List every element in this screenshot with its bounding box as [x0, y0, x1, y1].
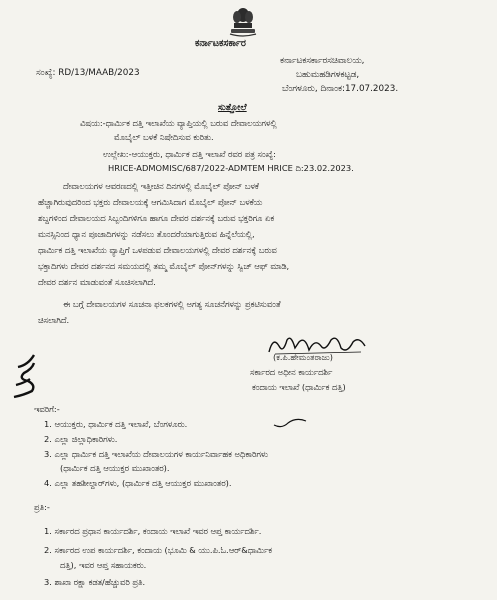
copy-item-1: 1. ಸರ್ಕಾರದ ಪ್ರಧಾನ ಕಾರ್ಯದರ್ಶಿ, ಕಂದಾಯ ಇಲಾಖೆ ಇವರ ಆಪ್ತ ಕಾರ್ಯದರ್ಶಿ. [44, 526, 262, 536]
subject-line-2: ಮೊಬೈಲ್ ಬಳಕೆ ನಿಷೇದಿಸುವ ಕುರಿತು. [114, 132, 214, 142]
to-heading: ಇವರಿಗೆ:- [34, 404, 60, 414]
to-item-1: 1. ಆಯುಕ್ತರು, ಧಾರ್ಮಿಕ ದತ್ತಿ ಇಲಾಖೆ, ಬೆಂಗಳೂರು. [44, 419, 188, 429]
body-p1-line-2: ಹೆಚ್ಚಾಗಿರುವುದರಿಂದ ಭಕ್ತರು ದೇವಾಲಯಕ್ಕೆ ಆಗಮಿಸಿದಾಗ ಮೊಬೈಲ್ ಪೋನ್ ಬಳಕೆಯ [38, 197, 263, 207]
body-p1-line-5: ಧಾರ್ಮಿಕ ದತ್ತಿ ಇಲಾಖೆಯ ವ್ಯಾಪ್ತಿಗೆ ಒಳಪಡುವ ದೇವಾಲಯಗಳಲ್ಲಿ ದೇವರ ದರ್ಶನಕ್ಕೆ ಬರುವ [38, 245, 277, 255]
reference-line-2: HRICE-ADMOMISC/687/2022-ADMTEM HRICE ದಿ:23.02.2023. [108, 163, 354, 173]
body-p2-line-2: ಚಿಸಲಾಗಿದೆ. [38, 315, 70, 325]
reference-line-1: ಉಲ್ಲೇಖ:-ಆಯುಕ್ತರು, ಧಾರ್ಮಿಕ ದತ್ತಿ ಇಲಾಖೆ ರವರ ಪತ್ರ ಸಂಖ್ಯೆ: [103, 149, 276, 159]
document-title: ಸುತ್ತೋಲೆ [218, 102, 247, 113]
copy-item-3: 3. ಶಾಖಾ ರಕ್ಷಾ ಕಡತ/ಹೆಚ್ಚುವರಿ ಪ್ರತಿ. [44, 577, 146, 587]
karnataka-emblem-icon [226, 5, 260, 37]
body-p1-line-6: ಭಕ್ತಾದಿಗಳು ದೇವರ ದರ್ಶನದ ಸಮಯದಲ್ಲಿ ತಮ್ಮ ಮೊಬೈಲ್ ಪೋನ್‌ಗಳನ್ನು ಸ್ವಿಚ್ ಆಫ್ ಮಾಡಿ, [38, 261, 290, 271]
signatory-designation-2: ಕಂದಾಯ ಇಲಾಖೆ (ಧಾರ್ಮಿಕ ದತ್ತಿ) [252, 382, 346, 392]
tick-mark-icon [272, 417, 308, 431]
office-line-1: ಕರ್ನಾಟಕಸರ್ಕಾರಸಚಿವಾಲಯ, [280, 56, 365, 66]
order-number: ಸಂಖ್ಯೆ: RD/13/MAAB/2023 [36, 68, 140, 78]
subject-line-1: ವಿಷಯ:-ಧಾರ್ಮಿಕ ದತ್ತಿ ಇಲಾಖೆಯ ವ್ಯಾಪ್ತಿಯಲ್ಲಿ ಬರುವ ದೇವಾಲಯಗಳಲ್ಲಿ [80, 118, 277, 128]
to-item-3: 3. ಎಲ್ಲಾ ಧಾರ್ಮಿಕ ದತ್ತಿ ಇಲಾಖೆಯ ದೇವಾಲಯಗಳ ಕಾರ್ಯನಿರ್ವಾಹಕ ಅಧಿಕಾರಿಗಳು [44, 449, 268, 459]
office-date: ಬೆಂಗಳೂರು, ದಿನಾಂಕ:17.07.2023. [282, 84, 399, 94]
to-item-2: 2. ಎಲ್ಲಾ ಜಿಲ್ಲಾಧಿಕಾರಿಗಳು. [44, 434, 118, 444]
signatory-designation-1: ಸರ್ಕಾರದ ಅಧೀನ ಕಾರ್ಯದರ್ಶಿ [250, 367, 333, 377]
to-item-4: 4. ಎಲ್ಲಾ ತಹಶೀಲ್ದಾರ್‌ಗಳು, (ಧಾರ್ಮಿಕ ದತ್ತಿ ಆಯುಕ್ತರ ಮುಖಾಂತರ). [44, 478, 232, 488]
body-p2-line-1: ಈ ಬಗ್ಗೆ ದೇವಾಲಯಗಳ ಸೂಚನಾ ಫಲಕಗಳಲ್ಲಿ ಅಗತ್ಯ ಸೂಚನೆಗಳನ್ನು ಪ್ರಕಟಿಸುವಂತೆ [63, 299, 281, 309]
government-title: ಕರ್ನಾಟಕಸರ್ಕಾರ [195, 38, 246, 49]
office-line-2: ಬಹುಮಹಡಿಗಳಕಟ್ಟಡ, [296, 70, 360, 80]
body-p1-line-4: ಮನಸ್ಸಿನಿಂದ ಧ್ಯಾನ ಪೂಜಾದಿಗಳನ್ನು ನಡೆಸಲು ತೊಂದರೆಯಾಗುತ್ತಿರುವ ಹಿನ್ನೆಲೆಯಲ್ಲಿ, [38, 229, 255, 239]
handwritten-initials [6, 345, 42, 401]
body-p1-line-3: ಶಬ್ದಗಳಿಂದ ದೇವಾಲಯದ ಸಿಬ್ಬಂದಿಗಳಿಗೂ ಹಾಗೂ ದೇವರ ದರ್ಶನಕ್ಕೆ ಬರುವ ಭಕ್ತರಿಗೂ ಏಕ [38, 213, 275, 223]
body-p1-line-1: ದೇವಾಲಯಗಳ ಆವರಣದಲ್ಲಿ ಇತ್ತೀಚಿನ ದಿನಗಳಲ್ಲಿ ಮೊಬೈಲ್ ಪೋನ್ ಬಳಕೆ [63, 181, 259, 191]
copy-heading: ಪ್ರತಿ:- [34, 502, 50, 512]
copy-item-2: 2. ಸರ್ಕಾರದ ಉಪ ಕಾರ್ಯದರ್ಶಿ, ಕಂದಾಯ (ಭೂಮಿ & ಯು.ಪಿ.ಓ.ಆರ್&ಧಾರ್ಮಿಕ [44, 545, 272, 555]
to-item-3-cont: (ಧಾರ್ಮಿಕ ದತ್ತಿ ಆಯುಕ್ತರ ಮುಖಾಂತರ). [60, 463, 170, 473]
body-p1-line-7: ದೇವರ ದರ್ಶನ ಮಾಡುವಂತೆ ಸೂಚಿಸಲಾಗಿದೆ. [38, 277, 156, 287]
copy-item-2-cont: ದತ್ತಿ), ಇವರ ಆಪ್ತ ಸಹಾಯಕರು. [60, 560, 147, 570]
signatory-name: (ಕ.ಪಿ.ಹೇಮಂತರಾಜು) [273, 352, 333, 362]
